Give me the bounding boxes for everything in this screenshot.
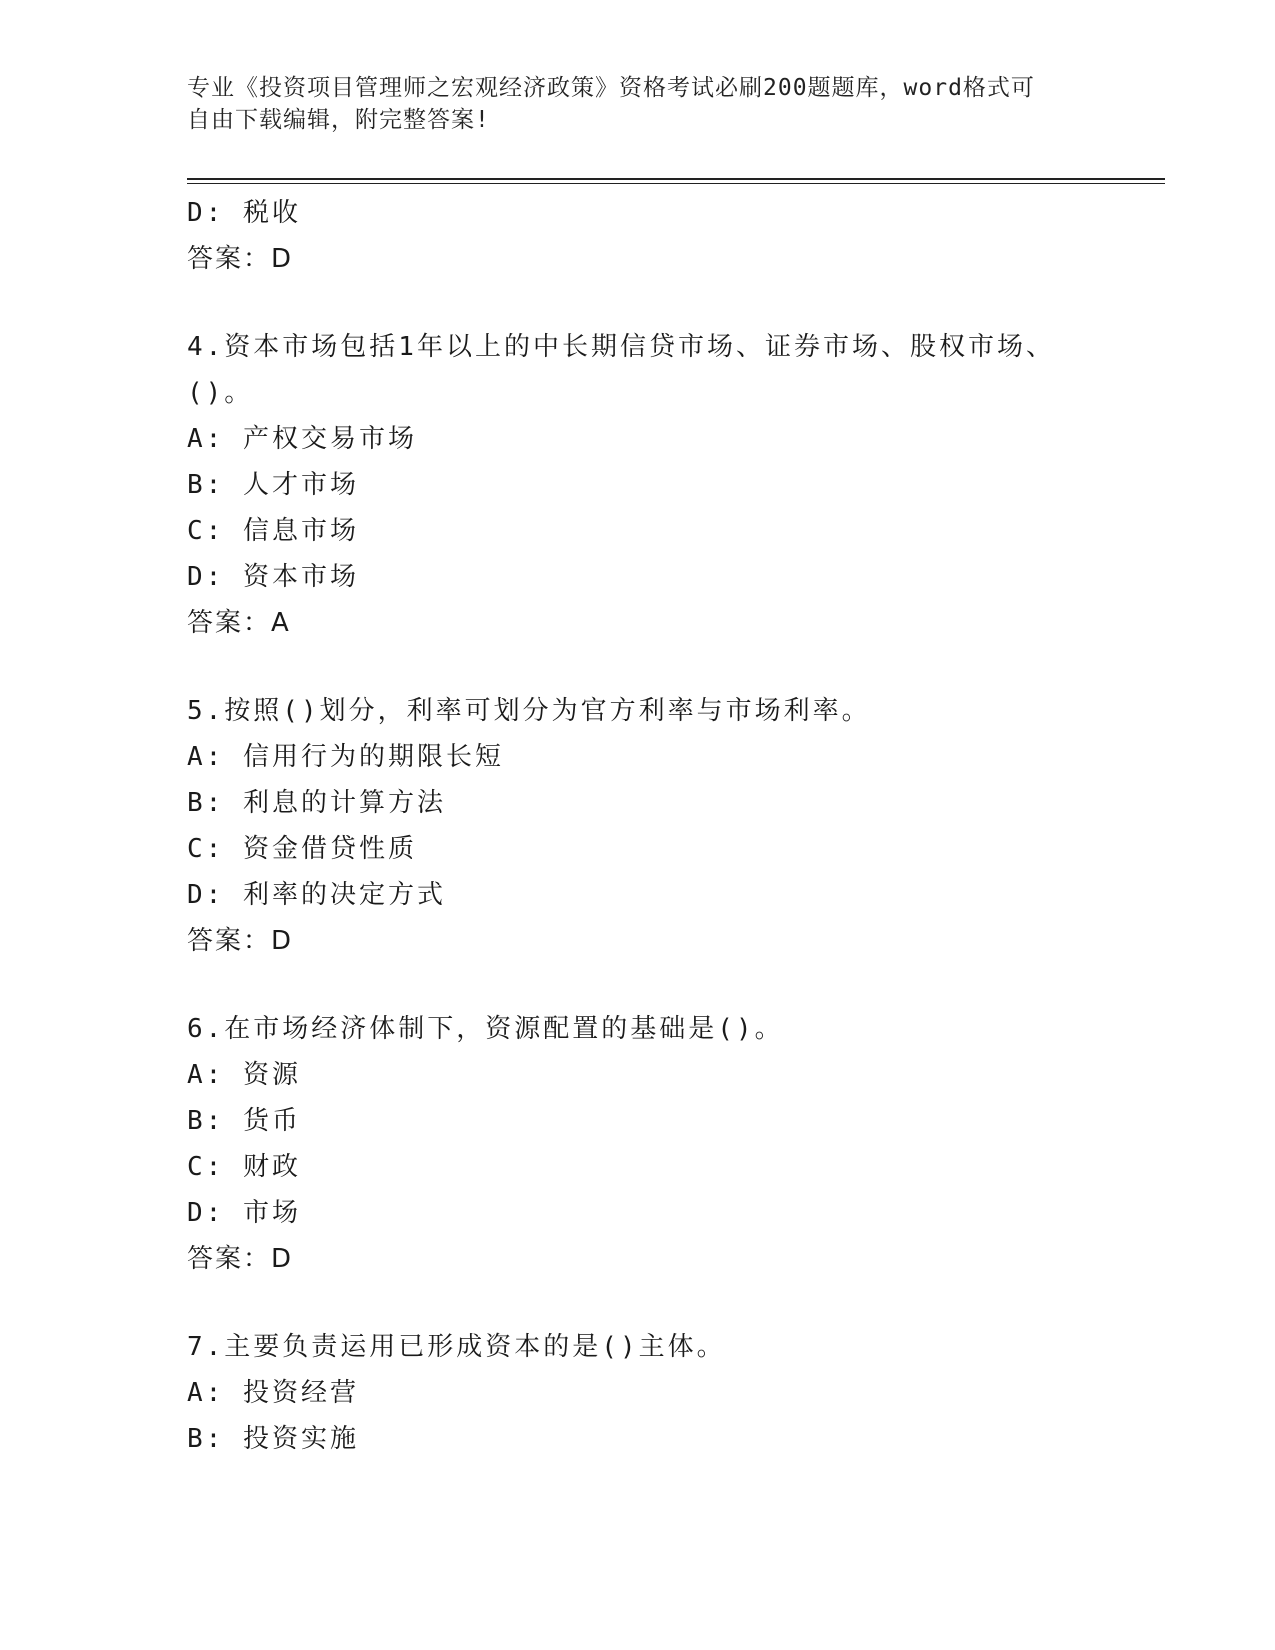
option-b: B: 人才市场 (187, 470, 359, 500)
answer-line: 答案：D (187, 1244, 294, 1274)
option-a: A: 投资经营 (187, 1378, 359, 1408)
document-header (187, 72, 1087, 136)
option-a: A: 资源 (187, 1060, 301, 1090)
question-6 (187, 1006, 1087, 1282)
option-d: D: 利率的决定方式 (187, 880, 446, 910)
answer-line: 答案：D (187, 244, 294, 274)
answer-line: 答案：D (187, 926, 294, 956)
answer-line: 答案：A (187, 608, 291, 638)
option-b: B: 利息的计算方法 (187, 788, 446, 818)
option-c: C: 信息市场 (187, 516, 359, 546)
option-a: A: 信用行为的期限长短 (187, 742, 504, 772)
spacer (187, 1282, 1087, 1324)
option-d: D: 市场 (187, 1198, 301, 1228)
spacer (187, 282, 1087, 324)
spacer (187, 646, 1087, 688)
option-d: D: 资本市场 (187, 562, 359, 592)
header-line-1: 专业《投资项目管理师之宏观经济政策》资格考试必刷200题题库，word格式可 (187, 75, 1035, 101)
spacer (187, 964, 1087, 1006)
header-line-2: 自由下载编辑，附完整答案! (187, 107, 490, 133)
question-stem: 6.在市场经济体制下，资源配置的基础是()。 (187, 1014, 784, 1044)
option-c: C: 资金借贷性质 (187, 834, 417, 864)
question-stem: 5.按照()划分，利率可划分为官方利率与市场利率。 (187, 696, 871, 726)
question-5 (187, 688, 1087, 964)
option-d: D: 税收 (187, 198, 301, 228)
question-7 (187, 1324, 1087, 1462)
option-a: A: 产权交易市场 (187, 424, 417, 454)
question-stem: 7.主要负责运用已形成资本的是()主体。 (187, 1332, 726, 1362)
question-content (187, 190, 1087, 1462)
option-b: B: 货币 (187, 1106, 301, 1136)
header-rule-thin (187, 183, 1165, 184)
question-4 (187, 324, 1087, 646)
header-rule-thick (187, 178, 1165, 180)
question-stem-continued: ()。 (187, 378, 254, 408)
question-stem: 4.资本市场包括1年以上的中长期信贷市场、证券市场、股权市场、 (187, 332, 1055, 362)
option-b: B: 投资实施 (187, 1424, 359, 1454)
option-c: C: 财政 (187, 1152, 301, 1182)
